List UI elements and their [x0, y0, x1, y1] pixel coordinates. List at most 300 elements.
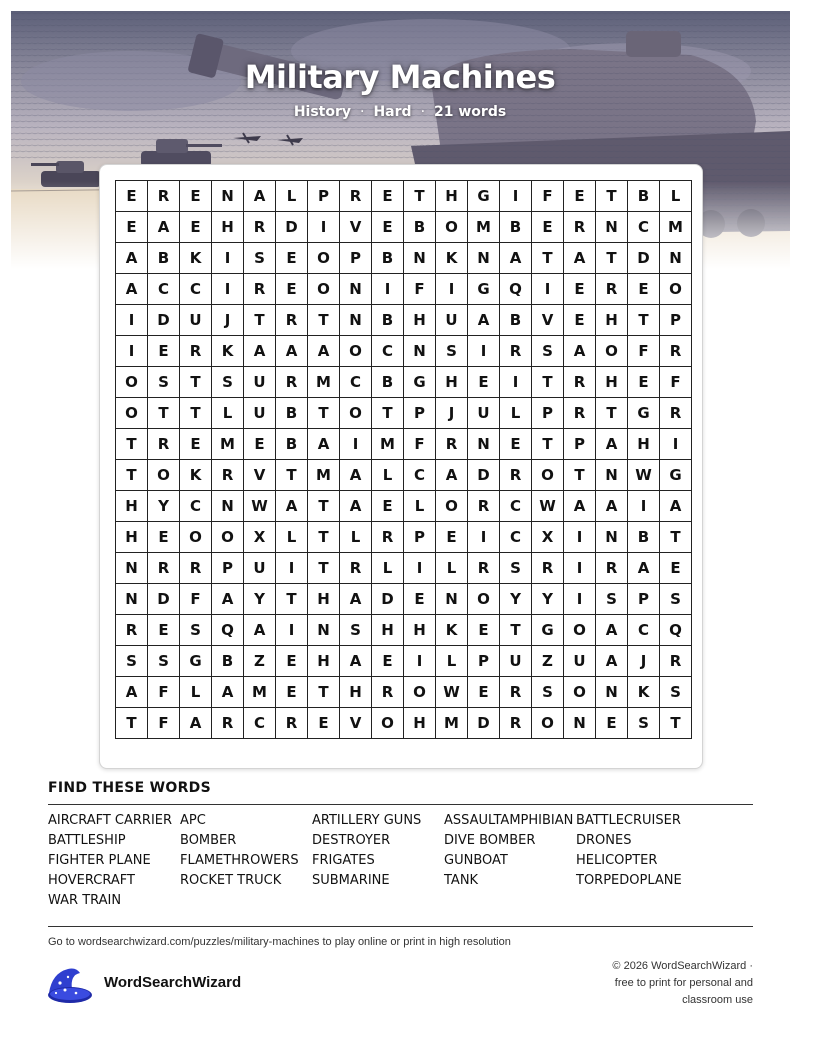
grid-cell[interactable]: L	[436, 646, 468, 677]
grid-cell[interactable]: G	[468, 181, 500, 212]
grid-cell[interactable]: H	[596, 305, 628, 336]
grid-cell[interactable]: I	[436, 274, 468, 305]
grid-cell[interactable]: G	[468, 274, 500, 305]
grid-cell[interactable]: H	[116, 522, 148, 553]
grid-cell[interactable]: H	[116, 491, 148, 522]
grid-cell[interactable]: O	[468, 584, 500, 615]
grid-cell[interactable]: O	[596, 336, 628, 367]
grid-cell[interactable]: L	[372, 553, 404, 584]
grid-cell[interactable]: R	[148, 553, 180, 584]
grid-cell[interactable]: A	[116, 677, 148, 708]
grid-cell[interactable]: R	[180, 336, 212, 367]
grid-cell[interactable]: R	[500, 336, 532, 367]
grid-cell[interactable]: E	[180, 181, 212, 212]
grid-cell[interactable]: T	[564, 460, 596, 491]
grid-cell[interactable]: H	[372, 615, 404, 646]
grid-cell[interactable]: S	[436, 336, 468, 367]
grid-cell[interactable]: R	[180, 553, 212, 584]
grid-cell[interactable]: I	[564, 584, 596, 615]
grid-cell[interactable]: G	[532, 615, 564, 646]
grid-cell[interactable]: R	[468, 491, 500, 522]
grid-cell[interactable]: U	[436, 305, 468, 336]
grid-cell[interactable]: F	[404, 429, 436, 460]
grid-cell[interactable]: S	[340, 615, 372, 646]
grid-cell[interactable]: A	[212, 584, 244, 615]
grid-cell[interactable]: P	[628, 584, 660, 615]
grid-cell[interactable]: I	[212, 243, 244, 274]
grid-cell[interactable]: I	[212, 274, 244, 305]
grid-cell[interactable]: O	[564, 677, 596, 708]
grid-cell[interactable]: B	[500, 305, 532, 336]
grid-cell[interactable]: B	[276, 398, 308, 429]
grid-cell[interactable]: T	[532, 429, 564, 460]
grid-cell[interactable]: T	[628, 305, 660, 336]
grid-cell[interactable]: I	[276, 615, 308, 646]
grid-cell[interactable]: P	[468, 646, 500, 677]
grid-cell[interactable]: E	[116, 181, 148, 212]
grid-cell[interactable]: A	[276, 491, 308, 522]
grid-cell[interactable]: R	[660, 336, 692, 367]
grid-cell[interactable]: Y	[148, 491, 180, 522]
grid-cell[interactable]: M	[308, 367, 340, 398]
grid-cell[interactable]: E	[372, 212, 404, 243]
grid-cell[interactable]: N	[116, 584, 148, 615]
grid-cell[interactable]: C	[628, 212, 660, 243]
grid-cell[interactable]: L	[340, 522, 372, 553]
grid-cell[interactable]: F	[660, 367, 692, 398]
grid-cell[interactable]: B	[372, 305, 404, 336]
grid-cell[interactable]: S	[212, 367, 244, 398]
grid-cell[interactable]: N	[212, 181, 244, 212]
grid-cell[interactable]: E	[468, 367, 500, 398]
grid-cell[interactable]: B	[372, 367, 404, 398]
grid-cell[interactable]: D	[468, 708, 500, 739]
grid-cell[interactable]: C	[180, 491, 212, 522]
grid-cell[interactable]: L	[276, 522, 308, 553]
grid-cell[interactable]: S	[148, 646, 180, 677]
grid-cell[interactable]: O	[532, 460, 564, 491]
grid-cell[interactable]: O	[436, 491, 468, 522]
grid-cell[interactable]: N	[596, 212, 628, 243]
grid-cell[interactable]: A	[340, 491, 372, 522]
grid-cell[interactable]: T	[276, 584, 308, 615]
grid-cell[interactable]: T	[308, 398, 340, 429]
grid-cell[interactable]: G	[660, 460, 692, 491]
grid-cell[interactable]: E	[404, 584, 436, 615]
grid-cell[interactable]: D	[148, 305, 180, 336]
grid-cell[interactable]: I	[116, 336, 148, 367]
grid-cell[interactable]: O	[340, 336, 372, 367]
grid-cell[interactable]: R	[212, 708, 244, 739]
grid-cell[interactable]: W	[532, 491, 564, 522]
grid-cell[interactable]: G	[628, 398, 660, 429]
grid-cell[interactable]: H	[404, 615, 436, 646]
grid-cell[interactable]: P	[564, 429, 596, 460]
grid-cell[interactable]: R	[244, 212, 276, 243]
grid-cell[interactable]: B	[628, 181, 660, 212]
grid-cell[interactable]: R	[500, 708, 532, 739]
grid-cell[interactable]: T	[660, 522, 692, 553]
grid-cell[interactable]: N	[404, 243, 436, 274]
grid-cell[interactable]: A	[308, 429, 340, 460]
grid-cell[interactable]: A	[596, 615, 628, 646]
grid-cell[interactable]: B	[500, 212, 532, 243]
grid-cell[interactable]: I	[500, 367, 532, 398]
grid-cell[interactable]: N	[596, 460, 628, 491]
grid-cell[interactable]: T	[532, 367, 564, 398]
grid-cell[interactable]: R	[340, 553, 372, 584]
grid-cell[interactable]: K	[436, 615, 468, 646]
grid-cell[interactable]: Y	[244, 584, 276, 615]
grid-cell[interactable]: P	[308, 181, 340, 212]
grid-cell[interactable]: E	[148, 615, 180, 646]
grid-cell[interactable]: C	[500, 491, 532, 522]
grid-cell[interactable]: N	[468, 243, 500, 274]
grid-cell[interactable]: L	[404, 491, 436, 522]
grid-cell[interactable]: S	[180, 615, 212, 646]
grid-cell[interactable]: I	[660, 429, 692, 460]
grid-cell[interactable]: O	[180, 522, 212, 553]
grid-cell[interactable]: K	[180, 243, 212, 274]
grid-cell[interactable]: B	[212, 646, 244, 677]
grid-cell[interactable]: A	[596, 646, 628, 677]
grid-cell[interactable]: H	[628, 429, 660, 460]
grid-cell[interactable]: F	[532, 181, 564, 212]
grid-cell[interactable]: E	[564, 305, 596, 336]
grid-cell[interactable]: E	[660, 553, 692, 584]
grid-cell[interactable]: T	[308, 677, 340, 708]
grid-cell[interactable]: C	[340, 367, 372, 398]
grid-cell[interactable]: I	[404, 553, 436, 584]
grid-cell[interactable]: T	[276, 460, 308, 491]
grid-cell[interactable]: G	[180, 646, 212, 677]
grid-cell[interactable]: L	[436, 553, 468, 584]
grid-cell[interactable]: R	[596, 274, 628, 305]
grid-cell[interactable]: A	[308, 336, 340, 367]
grid-cell[interactable]: H	[212, 212, 244, 243]
grid-cell[interactable]: N	[596, 522, 628, 553]
grid-cell[interactable]: C	[180, 274, 212, 305]
grid-cell[interactable]: U	[180, 305, 212, 336]
grid-cell[interactable]: E	[372, 181, 404, 212]
grid-cell[interactable]: T	[500, 615, 532, 646]
grid-cell[interactable]: O	[532, 708, 564, 739]
grid-cell[interactable]: E	[276, 677, 308, 708]
grid-cell[interactable]: O	[212, 522, 244, 553]
grid-cell[interactable]: E	[532, 212, 564, 243]
grid-cell[interactable]: R	[372, 522, 404, 553]
grid-cell[interactable]: R	[500, 460, 532, 491]
grid-cell[interactable]: I	[276, 553, 308, 584]
grid-cell[interactable]: A	[340, 584, 372, 615]
grid-cell[interactable]: I	[404, 646, 436, 677]
grid-cell[interactable]: H	[308, 646, 340, 677]
grid-cell[interactable]: T	[244, 305, 276, 336]
grid-cell[interactable]: O	[308, 243, 340, 274]
grid-cell[interactable]: S	[244, 243, 276, 274]
grid-cell[interactable]: K	[212, 336, 244, 367]
grid-cell[interactable]: D	[372, 584, 404, 615]
grid-cell[interactable]: T	[532, 243, 564, 274]
grid-cell[interactable]: L	[212, 398, 244, 429]
grid-cell[interactable]: I	[532, 274, 564, 305]
grid-cell[interactable]: C	[148, 274, 180, 305]
grid-cell[interactable]: I	[340, 429, 372, 460]
grid-cell[interactable]: A	[340, 646, 372, 677]
grid-cell[interactable]: F	[148, 708, 180, 739]
grid-cell[interactable]: T	[180, 398, 212, 429]
grid-cell[interactable]: R	[564, 212, 596, 243]
grid-cell[interactable]: R	[148, 181, 180, 212]
grid-cell[interactable]: V	[340, 212, 372, 243]
grid-cell[interactable]: O	[404, 677, 436, 708]
grid-cell[interactable]: E	[500, 429, 532, 460]
grid-cell[interactable]: R	[596, 553, 628, 584]
grid-cell[interactable]: B	[628, 522, 660, 553]
grid-cell[interactable]: L	[276, 181, 308, 212]
grid-cell[interactable]: K	[436, 243, 468, 274]
grid-cell[interactable]: S	[500, 553, 532, 584]
grid-cell[interactable]: U	[500, 646, 532, 677]
grid-cell[interactable]: M	[660, 212, 692, 243]
grid-cell[interactable]: W	[436, 677, 468, 708]
grid-cell[interactable]: T	[116, 708, 148, 739]
grid-cell[interactable]: U	[244, 367, 276, 398]
grid-cell[interactable]: Q	[212, 615, 244, 646]
grid-cell[interactable]: O	[564, 615, 596, 646]
grid-cell[interactable]: F	[148, 677, 180, 708]
grid-cell[interactable]: A	[276, 336, 308, 367]
grid-cell[interactable]: T	[596, 398, 628, 429]
grid-cell[interactable]: I	[564, 553, 596, 584]
grid-cell[interactable]: Q	[500, 274, 532, 305]
grid-cell[interactable]: R	[564, 367, 596, 398]
grid-cell[interactable]: T	[596, 181, 628, 212]
grid-cell[interactable]: V	[244, 460, 276, 491]
grid-cell[interactable]: E	[596, 708, 628, 739]
grid-cell[interactable]: M	[212, 429, 244, 460]
grid-cell[interactable]: A	[116, 274, 148, 305]
grid-cell[interactable]: R	[436, 429, 468, 460]
grid-cell[interactable]: N	[404, 336, 436, 367]
grid-cell[interactable]: C	[500, 522, 532, 553]
grid-cell[interactable]: I	[500, 181, 532, 212]
grid-cell[interactable]: R	[148, 429, 180, 460]
grid-cell[interactable]: T	[308, 305, 340, 336]
grid-cell[interactable]: R	[276, 367, 308, 398]
grid-cell[interactable]: O	[148, 460, 180, 491]
grid-cell[interactable]: B	[372, 243, 404, 274]
grid-cell[interactable]: A	[212, 677, 244, 708]
grid-cell[interactable]: E	[180, 212, 212, 243]
grid-cell[interactable]: R	[660, 646, 692, 677]
grid-cell[interactable]: A	[244, 336, 276, 367]
grid-cell[interactable]: L	[500, 398, 532, 429]
grid-cell[interactable]: E	[436, 522, 468, 553]
grid-cell[interactable]: I	[628, 491, 660, 522]
grid-cell[interactable]: O	[372, 708, 404, 739]
grid-cell[interactable]: J	[212, 305, 244, 336]
grid-cell[interactable]: H	[436, 181, 468, 212]
grid-cell[interactable]: O	[340, 398, 372, 429]
grid-cell[interactable]: D	[468, 460, 500, 491]
grid-cell[interactable]: N	[660, 243, 692, 274]
grid-cell[interactable]: R	[116, 615, 148, 646]
grid-cell[interactable]: M	[308, 460, 340, 491]
grid-cell[interactable]: U	[244, 553, 276, 584]
grid-cell[interactable]: I	[372, 274, 404, 305]
grid-cell[interactable]: C	[404, 460, 436, 491]
grid-cell[interactable]: B	[404, 212, 436, 243]
grid-cell[interactable]: K	[628, 677, 660, 708]
grid-cell[interactable]: E	[468, 615, 500, 646]
grid-cell[interactable]: A	[596, 429, 628, 460]
grid-cell[interactable]: E	[276, 274, 308, 305]
grid-cell[interactable]: X	[532, 522, 564, 553]
grid-cell[interactable]: H	[404, 305, 436, 336]
grid-cell[interactable]: Q	[660, 615, 692, 646]
grid-cell[interactable]: H	[436, 367, 468, 398]
grid-cell[interactable]: E	[148, 522, 180, 553]
grid-cell[interactable]: T	[660, 708, 692, 739]
grid-cell[interactable]: N	[212, 491, 244, 522]
grid-cell[interactable]: E	[372, 491, 404, 522]
grid-cell[interactable]: T	[308, 491, 340, 522]
grid-cell[interactable]: I	[116, 305, 148, 336]
grid-cell[interactable]: N	[436, 584, 468, 615]
grid-cell[interactable]: F	[628, 336, 660, 367]
grid-cell[interactable]: S	[532, 677, 564, 708]
grid-cell[interactable]: R	[564, 398, 596, 429]
grid-cell[interactable]: E	[628, 367, 660, 398]
grid-cell[interactable]: C	[372, 336, 404, 367]
grid-cell[interactable]: P	[340, 243, 372, 274]
grid-cell[interactable]: M	[244, 677, 276, 708]
grid-cell[interactable]: Z	[244, 646, 276, 677]
grid-cell[interactable]: E	[564, 274, 596, 305]
grid-cell[interactable]: A	[244, 615, 276, 646]
grid-cell[interactable]: P	[532, 398, 564, 429]
grid-cell[interactable]: N	[596, 677, 628, 708]
grid-cell[interactable]: A	[116, 243, 148, 274]
grid-cell[interactable]: S	[660, 584, 692, 615]
grid-cell[interactable]: H	[308, 584, 340, 615]
grid-cell[interactable]: E	[628, 274, 660, 305]
grid-cell[interactable]: R	[660, 398, 692, 429]
grid-cell[interactable]: M	[468, 212, 500, 243]
grid-cell[interactable]: L	[180, 677, 212, 708]
grid-cell[interactable]: G	[404, 367, 436, 398]
grid-cell[interactable]: U	[468, 398, 500, 429]
grid-cell[interactable]: S	[116, 646, 148, 677]
grid-cell[interactable]: J	[436, 398, 468, 429]
grid-cell[interactable]: E	[244, 429, 276, 460]
grid-cell[interactable]: T	[308, 522, 340, 553]
grid-cell[interactable]: T	[308, 553, 340, 584]
grid-cell[interactable]: O	[436, 212, 468, 243]
grid-cell[interactable]: A	[564, 491, 596, 522]
grid-cell[interactable]: R	[532, 553, 564, 584]
grid-cell[interactable]: E	[308, 708, 340, 739]
grid-cell[interactable]: S	[596, 584, 628, 615]
grid-cell[interactable]: L	[660, 181, 692, 212]
grid-cell[interactable]: L	[372, 460, 404, 491]
grid-cell[interactable]: Y	[532, 584, 564, 615]
grid-cell[interactable]: A	[340, 460, 372, 491]
grid-cell[interactable]: A	[564, 336, 596, 367]
grid-cell[interactable]: H	[404, 708, 436, 739]
grid-cell[interactable]: D	[628, 243, 660, 274]
grid-cell[interactable]: H	[340, 677, 372, 708]
grid-cell[interactable]: R	[468, 553, 500, 584]
grid-cell[interactable]: K	[180, 460, 212, 491]
grid-cell[interactable]: A	[244, 181, 276, 212]
grid-cell[interactable]: F	[180, 584, 212, 615]
grid-cell[interactable]: C	[628, 615, 660, 646]
grid-cell[interactable]: I	[564, 522, 596, 553]
grid-cell[interactable]: P	[404, 398, 436, 429]
grid-cell[interactable]: E	[276, 646, 308, 677]
grid-cell[interactable]: N	[468, 429, 500, 460]
grid-cell[interactable]: T	[116, 460, 148, 491]
grid-cell[interactable]: E	[116, 212, 148, 243]
grid-cell[interactable]: U	[244, 398, 276, 429]
grid-cell[interactable]: A	[628, 553, 660, 584]
grid-cell[interactable]: A	[660, 491, 692, 522]
grid-cell[interactable]: O	[660, 274, 692, 305]
grid-cell[interactable]: O	[308, 274, 340, 305]
grid-cell[interactable]: A	[148, 212, 180, 243]
grid-cell[interactable]: P	[660, 305, 692, 336]
grid-cell[interactable]: A	[500, 243, 532, 274]
grid-cell[interactable]: T	[180, 367, 212, 398]
grid-cell[interactable]: W	[244, 491, 276, 522]
grid-cell[interactable]: T	[372, 398, 404, 429]
grid-cell[interactable]: V	[532, 305, 564, 336]
grid-cell[interactable]: E	[372, 646, 404, 677]
grid-cell[interactable]: P	[404, 522, 436, 553]
grid-cell[interactable]: A	[564, 243, 596, 274]
grid-cell[interactable]: N	[308, 615, 340, 646]
grid-cell[interactable]: R	[372, 677, 404, 708]
grid-cell[interactable]: S	[660, 677, 692, 708]
grid-cell[interactable]: T	[116, 429, 148, 460]
grid-cell[interactable]: I	[468, 336, 500, 367]
grid-cell[interactable]: J	[628, 646, 660, 677]
grid-cell[interactable]: N	[340, 305, 372, 336]
grid-cell[interactable]: N	[564, 708, 596, 739]
grid-cell[interactable]: M	[372, 429, 404, 460]
grid-cell[interactable]: A	[596, 491, 628, 522]
grid-cell[interactable]: C	[244, 708, 276, 739]
grid-cell[interactable]: I	[468, 522, 500, 553]
grid-cell[interactable]: R	[500, 677, 532, 708]
grid-cell[interactable]: R	[276, 305, 308, 336]
grid-cell[interactable]: E	[564, 181, 596, 212]
grid-cell[interactable]: U	[564, 646, 596, 677]
grid-cell[interactable]: R	[212, 460, 244, 491]
grid-cell[interactable]: H	[596, 367, 628, 398]
grid-cell[interactable]: Z	[532, 646, 564, 677]
grid-cell[interactable]: R	[340, 181, 372, 212]
grid-cell[interactable]: T	[148, 398, 180, 429]
grid-cell[interactable]: Y	[500, 584, 532, 615]
grid-cell[interactable]: O	[116, 398, 148, 429]
grid-cell[interactable]: X	[244, 522, 276, 553]
grid-cell[interactable]: E	[468, 677, 500, 708]
grid-cell[interactable]: T	[404, 181, 436, 212]
grid-cell[interactable]: E	[276, 243, 308, 274]
